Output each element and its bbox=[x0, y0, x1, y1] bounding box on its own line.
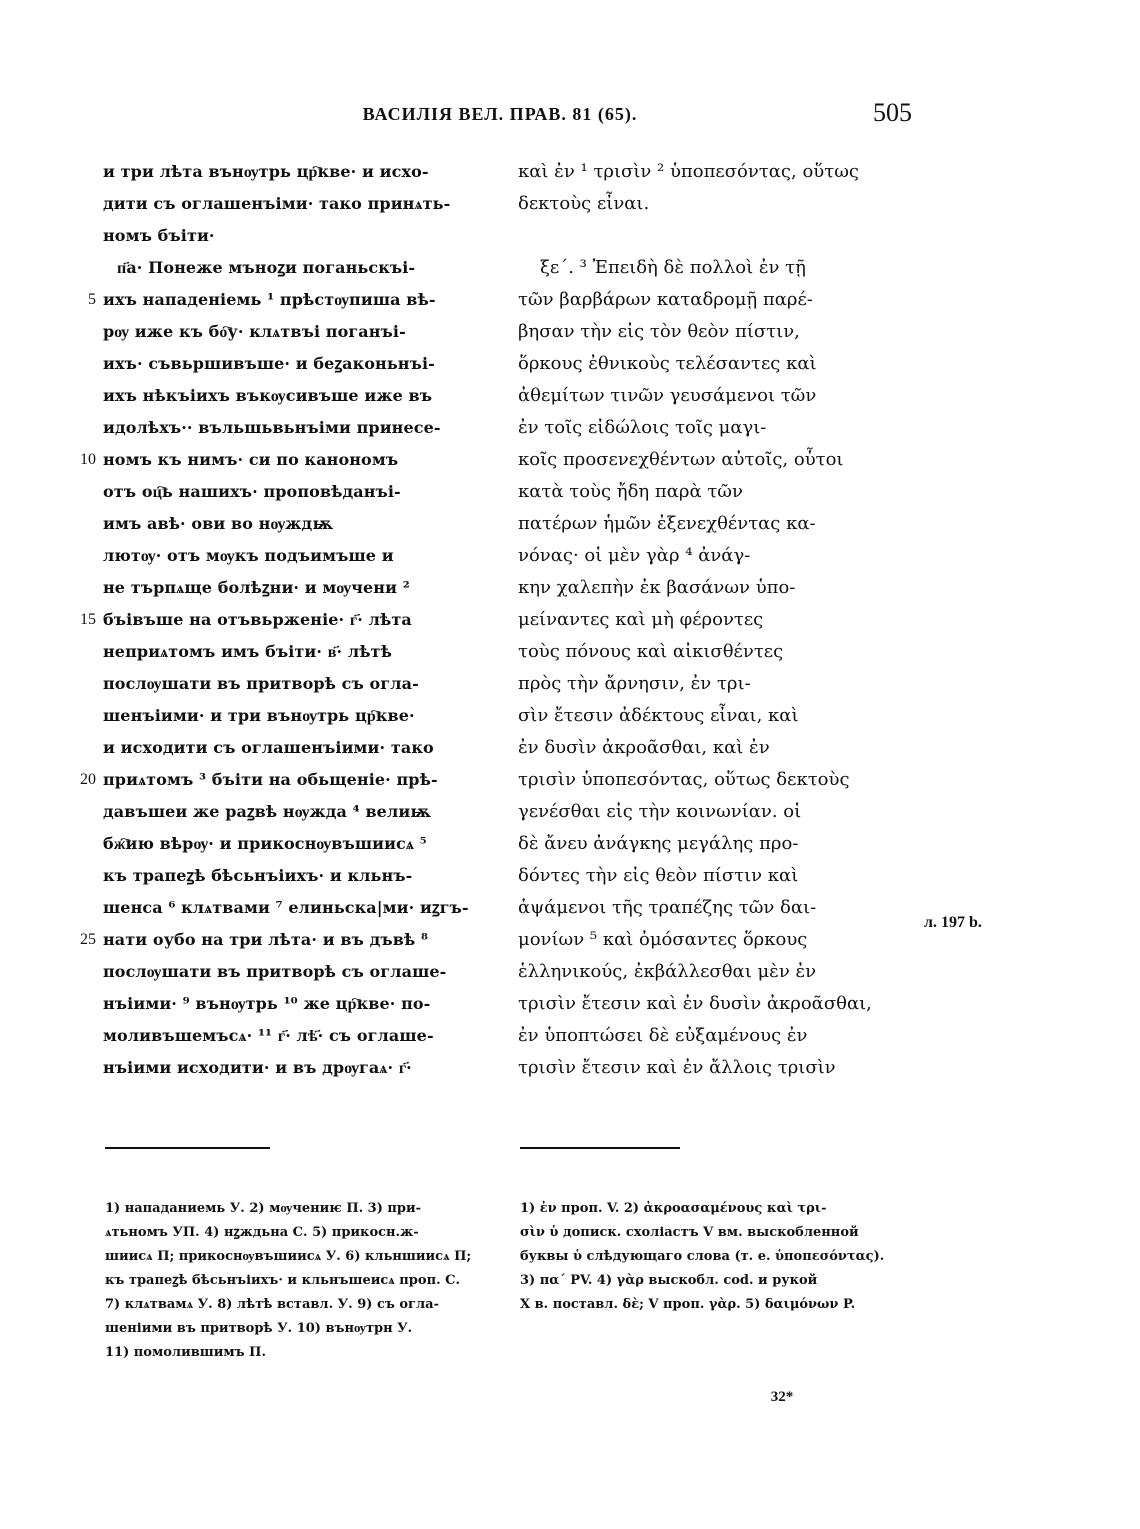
greek-line: δὲ ἄνευ ἀνάγκης μεγάλης προ- bbox=[518, 833, 799, 854]
greek-line: τοὺς πόνους καὶ αἰκισθέντες bbox=[518, 641, 784, 662]
slavonic-line: послѹшати въ притворѣ съ огла- bbox=[103, 674, 419, 693]
greek-line: πατέρων ἡμῶν ἐξενεχθέντας κα- bbox=[518, 513, 816, 534]
footnote-line: σὶν ὑ дописк. схоліастъ V вм. выскобленной bbox=[520, 1225, 859, 1240]
greek-line: ἀθεμίτων τινῶν γευσάμενοι τῶν bbox=[518, 385, 817, 406]
footnote-line: ѧтьномъ УП. 4) нꙁждьна С. 5) прикосн.ж- bbox=[105, 1225, 419, 1240]
line-number: 10 bbox=[80, 451, 96, 468]
slavonic-line: не търпѧще болѣꙁни· и мѹчени ² bbox=[103, 578, 410, 597]
footnote-line: 1) нападаниемь У. 2) мѹчениѥ П. 3) при- bbox=[105, 1201, 422, 1216]
slavonic-line: давъшеи же раꙁвѣ нѹжда ⁴ велиѭ bbox=[103, 802, 432, 821]
page-number: 505 bbox=[873, 98, 912, 127]
greek-line: νόνας· οἱ μὲν γὰρ ⁴ ἀνάγ- bbox=[518, 545, 751, 566]
footnote-line: 11) помолившимъ П. bbox=[105, 1345, 266, 1360]
slavonic-line: номъ бъіти· bbox=[103, 226, 215, 245]
greek-line: κοῖς προσενεχθέντων αὐτοῖς, οὗτοι bbox=[518, 449, 844, 470]
slavonic-line: нъіими· ⁹ вънѹтрь ¹⁰ же цр҇кве· по- bbox=[103, 994, 431, 1013]
greek-line: δεκτοὺς εἶναι. bbox=[518, 193, 650, 214]
greek-line: κην χαλεπὴν ἐκ βασάνων ὑπο- bbox=[518, 577, 796, 598]
greek-line: δόντες τὴν εἰς θεὸν πίστιν καὶ bbox=[518, 865, 799, 886]
margin-folio-note: л. 197 b. bbox=[924, 914, 982, 931]
greek-line: γενέσθαι εἰς τὴν κοινωνίαν. οἱ bbox=[518, 801, 802, 822]
signature-mark: 32* bbox=[770, 1389, 794, 1405]
running-title: ВАСИЛІЯ ВЕЛ. ПРАВ. 81 (65). bbox=[362, 104, 638, 124]
greek-line: κατὰ τοὺς ἤδη παρὰ τῶν bbox=[518, 481, 743, 502]
greek-line: καὶ ἐν ¹ τρισὶν ² ὑποπεσόντας, οὕτως bbox=[518, 161, 859, 182]
slavonic-line: отъ оц҇ь нашихъ· проповѣданъі- bbox=[103, 482, 401, 501]
greek-line: τῶν βαρβάρων καταδρομῇ παρέ- bbox=[518, 289, 813, 310]
slavonic-line: моливъшемъсѧ· ¹¹ г҃· лѣ҃· съ оглаше- bbox=[103, 1026, 434, 1045]
greek-line: ἁψάμενοι τῆς τραπέζης τῶν δαι- bbox=[518, 897, 817, 918]
greek-line: ἐν δυσὶν ἀκροᾶσθαι, καὶ ἐν bbox=[518, 737, 770, 758]
slavonic-line: ихъ· съвьршивъше· и беꙁаконьнъі- bbox=[103, 354, 435, 373]
slavonic-line: номъ къ нимъ· си по канономъ bbox=[103, 450, 399, 469]
slavonic-line: п҃а· Понеже мъноꙁи поганьскъі- bbox=[117, 258, 416, 277]
slavonic-line: бж҇ию вѣрѹ· и прикоснѹвъшиисѧ ⁵ bbox=[103, 834, 427, 853]
slavonic-line: и исходити съ оглашенъіими· тако bbox=[103, 738, 434, 757]
greek-line: ξε΄. ³ Ἐπειδὴ δὲ πολλοὶ ἐν τῇ bbox=[540, 257, 806, 278]
greek-line: ἐν τοῖς εἰδώλοις τοῖς μαγι- bbox=[518, 417, 767, 438]
footnote-line: шеніими въ притворѣ У. 10) вънѹтрн У. bbox=[105, 1321, 413, 1336]
greek-line: πρὸς τὴν ἄρνησιν, ἐν τρι- bbox=[518, 673, 751, 694]
greek-line: μείναντες καὶ μὴ φέροντες bbox=[518, 609, 764, 630]
footnote-rule-left bbox=[105, 1147, 270, 1149]
slavonic-line: неприѧтомъ имъ бъіти· в҃· лѣтѣ bbox=[103, 642, 392, 661]
greek-line: τρισὶν ὑποπεσόντας, οὕτως δεκτοὺς bbox=[518, 769, 850, 790]
slavonic-line: рѹ иже къ бо҇у· клѧтвъі поганъі- bbox=[103, 322, 406, 341]
slavonic-line: шенса ⁶ клѧтвами ⁷ елиньска|ми· иꙁгъ- bbox=[103, 898, 469, 917]
footnote-line: шиисѧ П; прикоснѹвъшиисѧ У. 6) кльншиисѧ П; bbox=[105, 1249, 472, 1264]
slavonic-line: нъіими исходити· и въ дрѹгаѧ· г҃· bbox=[103, 1058, 412, 1077]
greek-line: βησαν τὴν εἰς τὸν θεὸν πίστιν, bbox=[518, 321, 800, 342]
greek-line: ἐν ὑποπτώσει δὲ εὐξαμένους ἐν bbox=[518, 1025, 808, 1046]
line-number: 15 bbox=[80, 611, 96, 628]
slavonic-line: приѧтомъ ³ бъіти на обьщеніе· прѣ- bbox=[103, 770, 438, 789]
footnote-line: буквы ὑ слѣдующаго слова (т. е. ὑποπεσόντας). bbox=[520, 1249, 885, 1264]
greek-line: τρισὶν ἔτεσιν καὶ ἐν δυσὶν ἀκροᾶσθαι, bbox=[518, 993, 872, 1014]
footnote-line: X в. поставл. δὲ; V проп. γὰρ. 5) δαιμόνων P. bbox=[520, 1297, 856, 1312]
line-number: 25 bbox=[80, 931, 96, 948]
slavonic-line: къ трапеꙁѣ бѣсьнъіихъ· и кльнъ- bbox=[103, 866, 413, 885]
greek-line: σὶν ἔτεσιν ἀδέκτους εἶναι, καὶ bbox=[518, 705, 799, 726]
line-number: 20 bbox=[80, 771, 96, 788]
greek-line: ἑλληνικούς, ἐκβάλλεσθαι μὲν ἐν bbox=[518, 961, 817, 982]
footnote-line: 3) πα΄ PV. 4) γὰρ выскобл. cod. и рукой bbox=[520, 1273, 818, 1288]
slavonic-line: дити съ оглашенъіми· тако принѧть- bbox=[103, 194, 451, 213]
greek-line: ὅρκους ἐθνικοὺς τελέσαντες καὶ bbox=[518, 353, 817, 374]
footnote-line: къ трапеꙁѣ бѣсьнъіихъ· и кльнъшеисѧ проп. С. bbox=[105, 1273, 461, 1288]
slavonic-line: лютѹ· отъ мѹкъ подъимъше и bbox=[103, 546, 394, 565]
slavonic-line: ихъ нѣкъіихъ въкѹсивъше иже въ bbox=[103, 386, 433, 405]
greek-line: τρισὶν ἔτεσιν καὶ ἐν ἄλλοις τρισὶν bbox=[518, 1057, 836, 1078]
slavonic-line: идолѣхъ·· въльшьвьнъіми принесе- bbox=[103, 418, 441, 437]
footnote-rule-right bbox=[520, 1147, 680, 1149]
slavonic-line: и три лѣта вънѹтрь цр҇кве· и исхо- bbox=[103, 162, 429, 181]
slavonic-line: шенъіими· и три вънѹтрь цр҇кве· bbox=[103, 706, 415, 725]
slavonic-line: нати оубо на три лѣта· и въ дъвѣ ⁸ bbox=[103, 930, 429, 949]
slavonic-line: ихъ нападеніемь ¹ прѣстѹпиша вѣ- bbox=[103, 290, 436, 309]
line-number: 5 bbox=[88, 291, 96, 308]
greek-line: μονίων ⁵ καὶ ὀμόσαντες ὅρκους bbox=[518, 929, 808, 950]
footnote-line: 1) ἐν проп. V. 2) ἀκροασαμένους καὶ τρι- bbox=[520, 1201, 827, 1216]
slavonic-line: имъ авѣ· ови во нѹждѭ bbox=[103, 514, 334, 533]
slavonic-line: послѹшати въ притворѣ съ оглаше- bbox=[103, 962, 447, 981]
footnote-line: 7) клѧтвамѧ У. 8) лѣтѣ вставл. У. 9) съ огла- bbox=[105, 1297, 439, 1312]
slavonic-line: бъівъше на отъвьрженіе· г҃· лѣта bbox=[103, 610, 412, 629]
